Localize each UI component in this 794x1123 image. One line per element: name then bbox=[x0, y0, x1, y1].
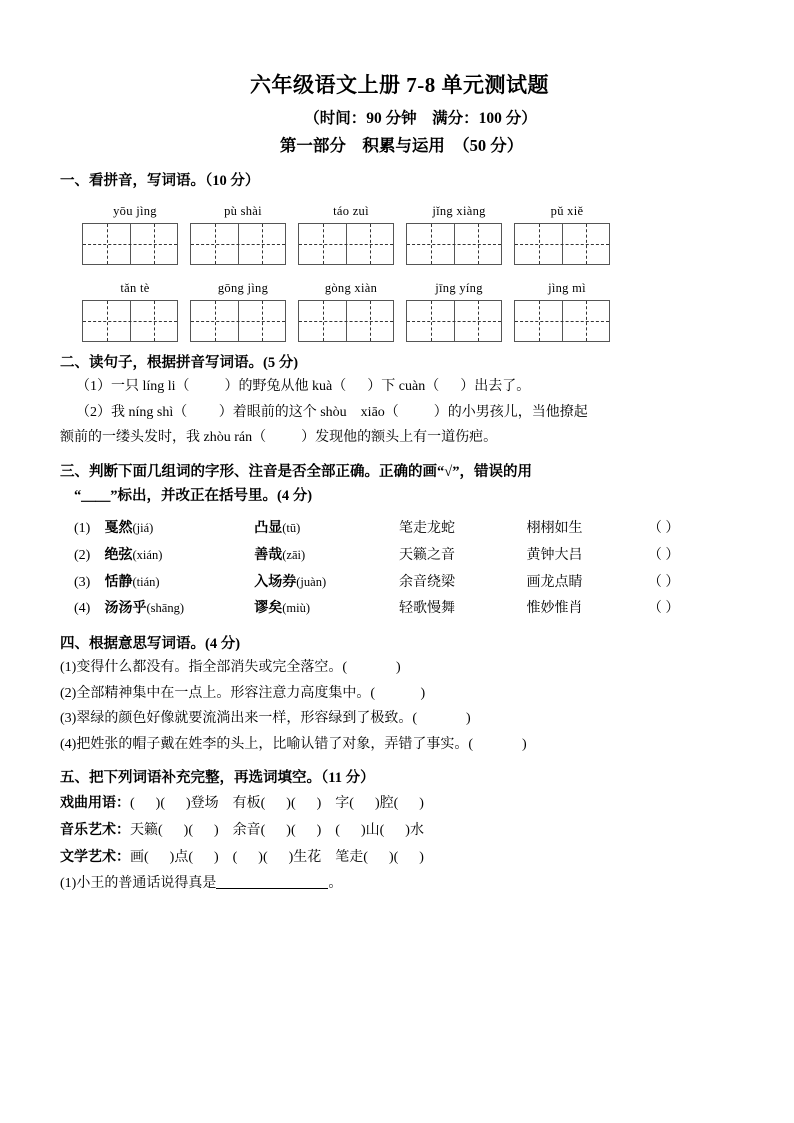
table-row bbox=[60, 596, 739, 623]
section-5-row bbox=[60, 817, 739, 844]
pinyin-label: jīng yíng bbox=[435, 280, 483, 295]
pinyin-label: yōu jìng bbox=[113, 203, 157, 218]
pinyin-label: jìng mì bbox=[548, 280, 586, 295]
section-5-row-content[interactable]: ( )( )登场 有板( )( ) 字( )腔( ) bbox=[130, 795, 424, 811]
answer-paren[interactable]: （ ） bbox=[647, 547, 680, 563]
section-5-heading: 五、把下列词语补充完整，再选词填空。（11 分） bbox=[60, 770, 375, 787]
grid-cell[interactable] bbox=[190, 223, 296, 265]
group-number: (2) bbox=[74, 547, 91, 563]
group-word-1: 绝弦(xián) bbox=[104, 547, 163, 563]
section-4-line: (2)全部精神集中在一点上。形容注意力高度集中。( ) bbox=[60, 685, 426, 701]
section-5-row bbox=[60, 790, 739, 817]
section-5-fill-line bbox=[60, 871, 739, 896]
pinyin-label: táo zuì bbox=[333, 203, 369, 218]
pinyin-label: gōng jìng bbox=[217, 280, 269, 295]
answer-blank[interactable] bbox=[216, 888, 328, 889]
grid-cell[interactable] bbox=[406, 223, 512, 265]
group-word-2: 入场券(juàn) bbox=[254, 574, 327, 590]
group-word-4: 画龙点睛 bbox=[526, 574, 583, 590]
grid-cell[interactable] bbox=[298, 223, 404, 265]
section-5-row-label: 音乐艺术： bbox=[60, 822, 130, 838]
pinyin-row-2 bbox=[60, 281, 739, 296]
pinyin-label: pù shài bbox=[224, 203, 262, 218]
table-row bbox=[60, 570, 739, 597]
section-2-line: （1）一只 líng li（ ）的野兔从他 kuà（ ）下 cuàn（ ）出去了。 bbox=[76, 379, 531, 395]
grid-cell[interactable] bbox=[190, 300, 296, 342]
part-heading: 第一部分 积累与运用 （50 分） bbox=[279, 135, 524, 155]
table-row bbox=[60, 516, 739, 543]
group-word-4: 黄钟大吕 bbox=[526, 547, 583, 563]
fill-line-prefix: (1)小王的普通话说得真是 bbox=[60, 876, 217, 892]
group-word-2: 谬矣(miù) bbox=[254, 601, 311, 617]
answer-paren[interactable]: （ ） bbox=[647, 601, 680, 617]
section-5-row bbox=[60, 844, 739, 871]
grid-cell[interactable] bbox=[82, 223, 188, 265]
table-row bbox=[60, 543, 739, 570]
section-3-heading-line2: “＿＿”标出，并改正在括号里。(4 分) bbox=[74, 488, 313, 505]
section-4-line: (3)翠绿的颜色好像就要流淌出来一样，形容绿到了极致。( ) bbox=[60, 711, 471, 727]
group-word-3: 余音绕梁 bbox=[398, 574, 455, 590]
page-title: 六年级语文上册 7-8 单元测试题 bbox=[250, 73, 549, 97]
section-5-row-content[interactable]: 天籁( )( ) 余音( )( ) ( )山( )水 bbox=[130, 822, 424, 838]
group-word-4: 栩栩如生 bbox=[526, 521, 583, 537]
section-4-line: (1)变得什么都没有。指全部消失或完全落空。( ) bbox=[60, 660, 401, 676]
group-word-4: 惟妙惟肖 bbox=[526, 601, 583, 617]
group-number: (3) bbox=[74, 574, 91, 590]
pinyin-label: jǐng xiàng bbox=[432, 203, 486, 218]
grid-cell[interactable] bbox=[514, 300, 620, 342]
section-1-heading: 一、看拼音，写词语。（10 分） bbox=[60, 172, 260, 189]
group-word-2: 凸显(tū) bbox=[254, 521, 301, 537]
section-2-line: （2）我 níng shì（ ）着眼前的这个 shòu xiāo（ ）的小男孩儿，当他撩起 bbox=[76, 404, 588, 420]
section-5-row-label: 文学艺术： bbox=[60, 850, 130, 866]
section-5-row-label: 戏曲用语： bbox=[60, 795, 130, 811]
section-4-heading: 四、根据意思写词语。(4 分) bbox=[60, 635, 241, 652]
group-word-1: 汤汤乎(shāng) bbox=[104, 601, 185, 617]
grid-cell[interactable] bbox=[406, 300, 512, 342]
section-2-line: 额前的一缕头发时，我 zhòu rán（ ）发现他的额头上有一道伤疤。 bbox=[60, 430, 498, 446]
section-3-heading bbox=[60, 460, 739, 510]
writing-grid-row-1 bbox=[60, 223, 739, 265]
group-word-1: 恬静(tián) bbox=[104, 574, 160, 590]
group-word-3: 笔走龙蛇 bbox=[398, 521, 455, 537]
section-2-heading: 二、读句子，根据拼音写词语。(5 分) bbox=[60, 354, 299, 371]
group-word-1: 戛然(jiá) bbox=[104, 521, 154, 537]
pinyin-label: pǔ xiě bbox=[550, 203, 584, 218]
section-4-line: (4)把姓张的帽子戴在姓李的头上，比喻认错了对象，弄错了事实。( ) bbox=[60, 736, 527, 752]
grid-cell[interactable] bbox=[514, 223, 620, 265]
grid-cell[interactable] bbox=[82, 300, 188, 342]
section-5-row-content[interactable]: 画( )点( ) ( )( )生花 笔走( )( ) bbox=[130, 850, 424, 866]
group-word-3: 天籁之音 bbox=[398, 547, 455, 563]
group-word-3: 轻歌慢舞 bbox=[398, 601, 455, 617]
group-number: (4) bbox=[74, 601, 91, 617]
exam-meta: （时间：90 分钟 满分：100 分） bbox=[304, 109, 537, 127]
group-number: (1) bbox=[74, 521, 91, 537]
answer-paren[interactable]: （ ） bbox=[647, 521, 680, 537]
word-group-table bbox=[60, 516, 739, 622]
group-word-2: 善哉(zāi) bbox=[254, 547, 306, 563]
pinyin-label: tǎn tè bbox=[120, 280, 150, 295]
pinyin-row-1 bbox=[60, 204, 739, 219]
writing-grid-row-2 bbox=[60, 300, 739, 342]
pinyin-label: gòng xiàn bbox=[324, 280, 378, 295]
fill-line-suffix: 。 bbox=[328, 876, 343, 892]
answer-paren[interactable]: （ ） bbox=[647, 574, 680, 590]
grid-cell[interactable] bbox=[298, 300, 404, 342]
section-3-heading-line1: 三、判断下面几组词的字形、注音是否全部正确。正确的画“√”，错误的用 bbox=[60, 463, 532, 480]
